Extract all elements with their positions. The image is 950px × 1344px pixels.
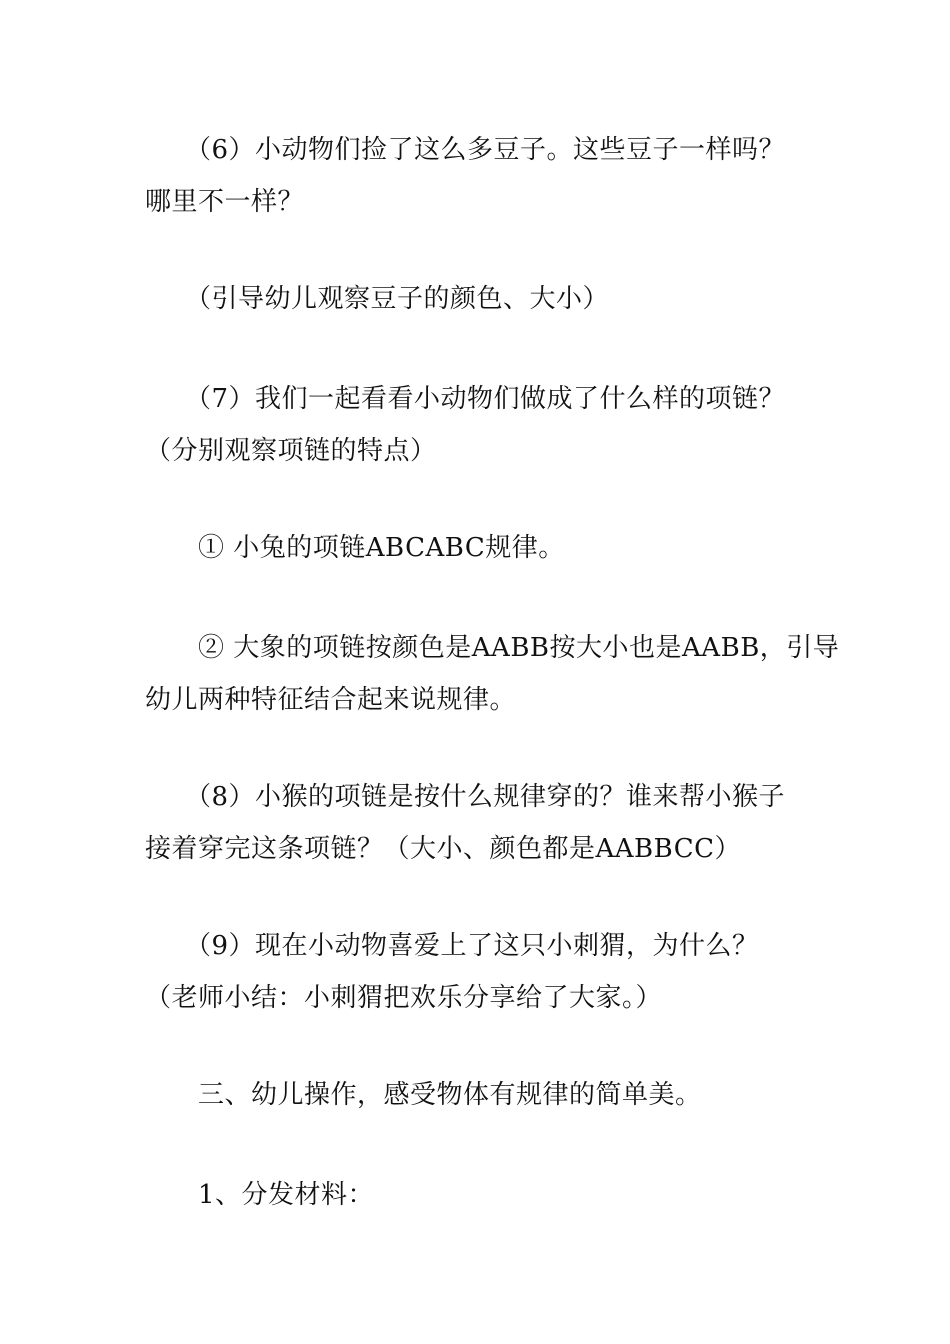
text-line: ② 大象的项链按颜色是AABB按大小也是AABB，引导	[145, 633, 840, 663]
text-line: （6）小动物们捡了这么多豆子。这些豆子一样吗？	[145, 135, 786, 165]
text-line: ① 小兔的项链ABCABC规律。	[145, 533, 565, 563]
text-line: 1、分发材料：	[145, 1180, 375, 1210]
paragraph-guide-note	[145, 273, 810, 325]
text-line: 三、幼儿操作，感受物体有规律的简单美。	[145, 1080, 702, 1110]
text-line: （7）我们一起看看小动物们做成了什么样的项链？	[145, 384, 786, 414]
paragraph-step-8	[145, 771, 810, 875]
text-line: （9）现在小动物喜爱上了这只小刺猬，为什么？	[145, 931, 759, 961]
text-line: 幼儿两种特征结合起来说规律。	[145, 685, 517, 715]
paragraph-elephant-necklace	[145, 622, 840, 726]
paragraph-materials	[145, 1169, 810, 1221]
text-line: （老师小结：小刺猬把欢乐分享给了大家。）	[145, 983, 663, 1013]
text-line: （8）小猴的项链是按什么规律穿的？谁来帮小猴子	[145, 782, 786, 812]
paragraph-step-6	[145, 124, 810, 228]
text-line: 哪里不一样？	[145, 187, 305, 217]
section-heading-3	[145, 1069, 810, 1121]
text-line: （引导幼儿观察豆子的颜色、大小）	[145, 284, 610, 314]
paragraph-rabbit-necklace	[145, 522, 810, 574]
text-line: （分别观察项链的特点）	[145, 436, 437, 466]
text-line: 接着穿完这条项链？（大小、颜色都是AABBCC）	[145, 834, 742, 864]
paragraph-step-7	[145, 373, 810, 477]
paragraph-step-9	[145, 920, 810, 1024]
